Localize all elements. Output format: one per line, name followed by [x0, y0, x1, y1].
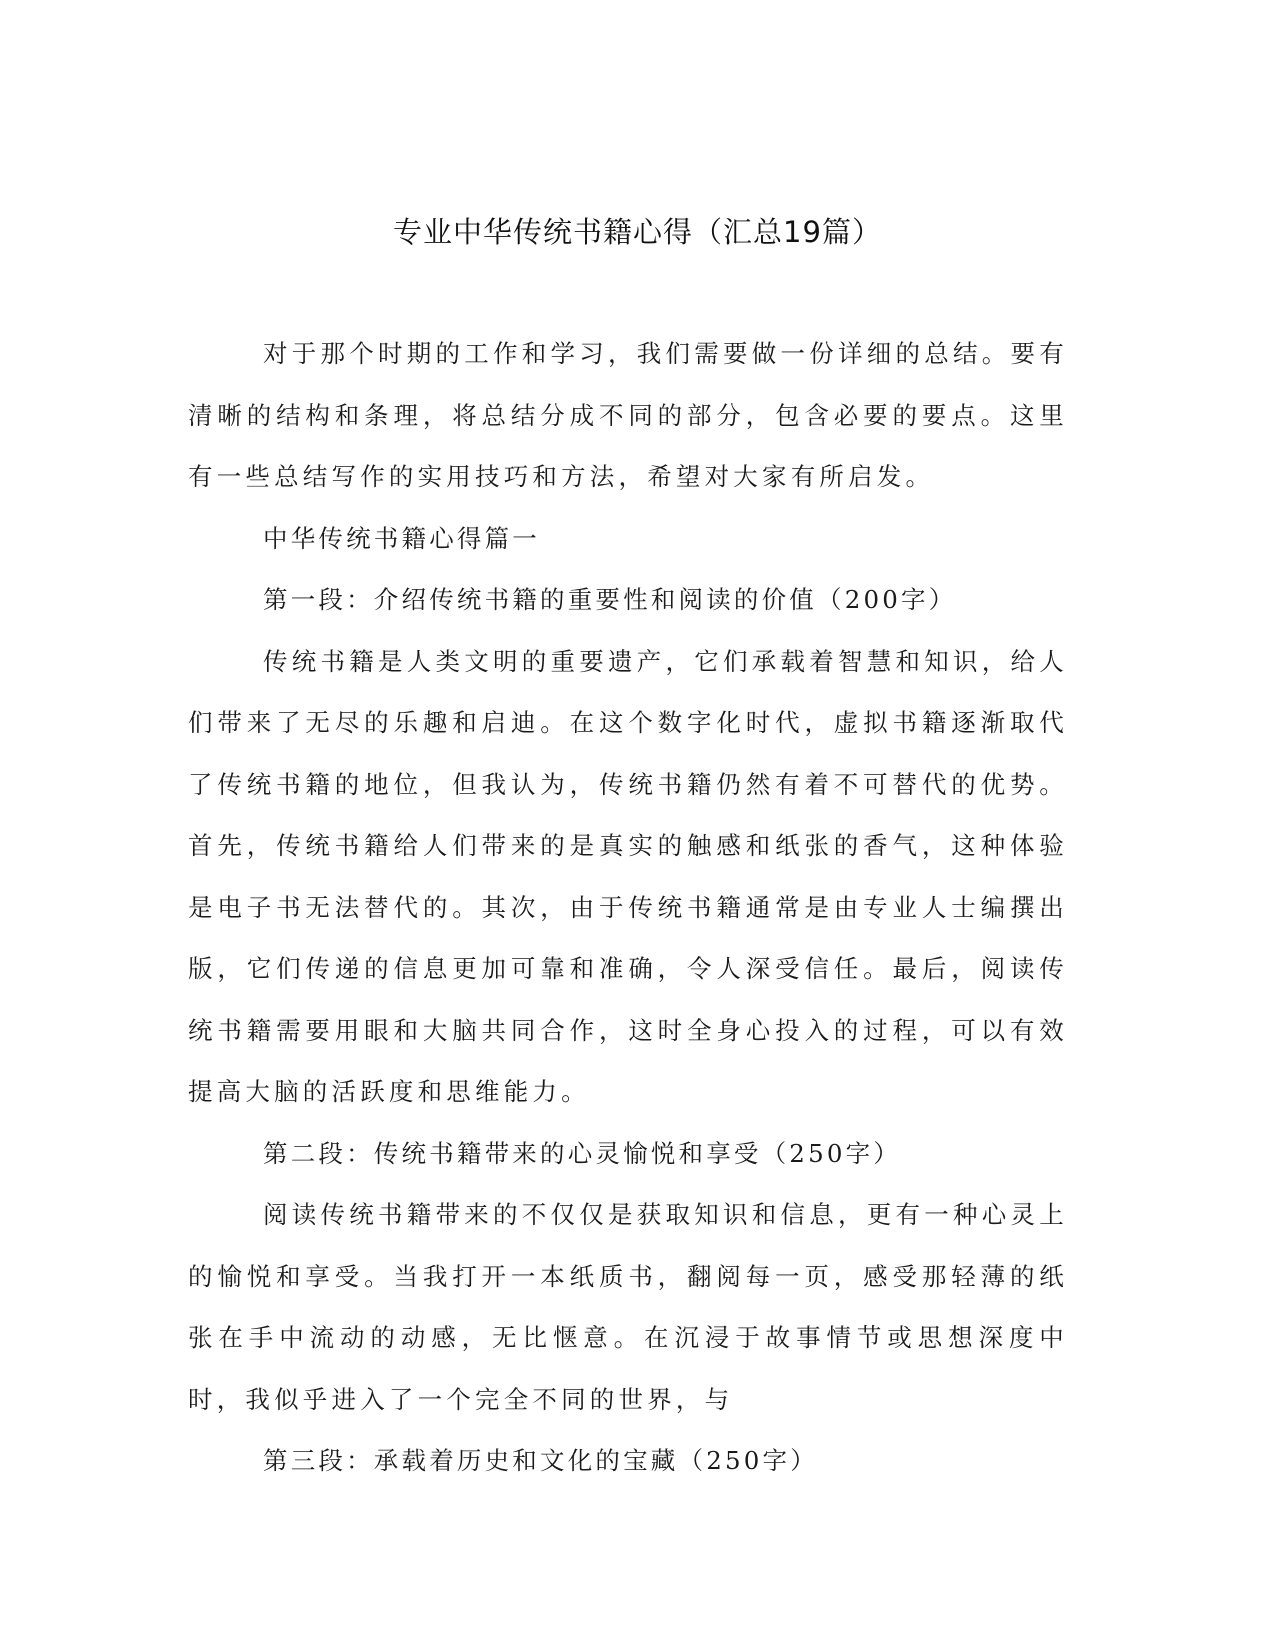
article-heading: 中华传统书籍心得篇一 — [263, 523, 540, 553]
section-2-heading: 第二段：传统书籍带来的心灵愉悦和享受（250字） — [263, 1138, 902, 1168]
intro-paragraph: 对于那个时期的工作和学习，我们需要做一份详细的总结。要有清晰的结构和条理，将总结分成不同的部分，包含必要的要点。这里有一些总结写作的实用技巧和方法，希望对大家有所启发。 — [188, 339, 1068, 491]
section-1-paragraph: 传统书籍是人类文明的重要遗产，它们承载着智慧和知识，给人们带来了无尽的乐趣和启迪。在这个数字化时代，虚拟书籍逐渐取代了传统书籍的地位，但我认为，传统书籍仍然有着不可替代的优势。首先，传统书籍给人们带来的是真实的触感和纸张的香气，这种体验是电子书无法替代的。其次，由于传统书籍通常是由专业人士编撰出版，它们传递的信息更加可靠和准确，令人深受信任。最后，阅读传统书籍需要用眼和大脑共同合作，这时全身心投入的过程，可以有效提高大脑的活跃度和思维能力。 — [188, 646, 1068, 1106]
document-title: 专业中华传统书籍心得（汇总19篇） — [393, 215, 882, 249]
section-3-heading: 第三段：承载着历史和文化的宝藏（250字） — [263, 1446, 818, 1475]
section-1-heading: 第一段：介绍传统书籍的重要性和阅读的价值（200字） — [263, 585, 957, 614]
document-body — [188, 323, 1068, 1492]
section-2-paragraph: 阅读传统书籍带来的不仅仅是获取知识和信息，更有一种心灵上的愉悦和享受。当我打开一本纸质书，翻阅每一页，感受那轻薄的纸张在手中流动的动感，无比惬意。在沉浸于故事情节或思想深度中时，我似乎进入了一个完全不同的世界，与 — [188, 1200, 1068, 1414]
